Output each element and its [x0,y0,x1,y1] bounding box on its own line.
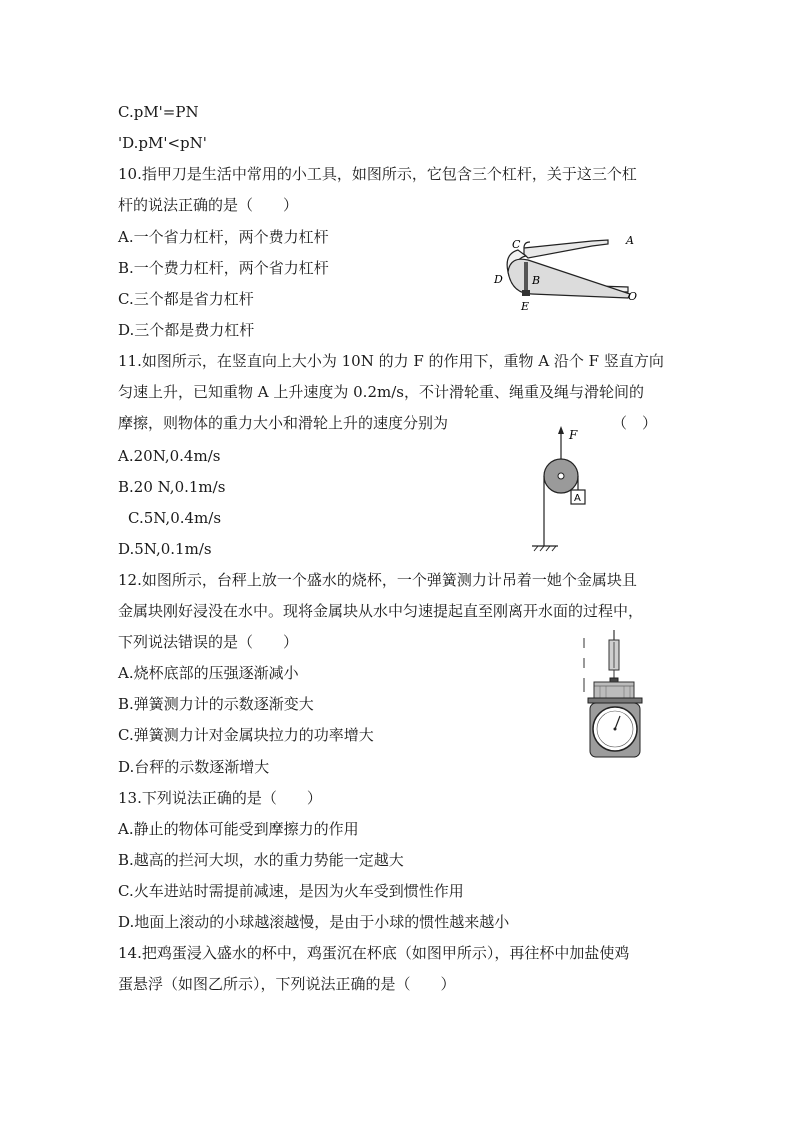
question-10-option-c: C.三个都是省力杠杆 [118,290,254,308]
question-12-option-c: C.弹簧测力计对金属块拉力的功率增大 [118,726,374,744]
question-11-option-d: D.5N,0.1m/s [118,540,212,558]
label-a: A [626,234,634,247]
label-o: O [628,290,638,303]
option-line: 'D.pM'<pN' [118,134,207,152]
label-c: C [512,238,521,251]
question-12-stem: 12.如图所示，台秤上放一个盛水的烧杯，一个弹簧测力计吊着一她个金属块且 [118,571,637,589]
question-11-option-a: A.20N,0.4m/s [118,447,221,465]
question-11-stem: 11.如图所示，在竖直向上大小为 10N 的力 F 的作用下，重物 A 沿个 F 竖直方向 [118,352,664,370]
question-14-stem: 14.把鸡蛋浸入盛水的杯中，鸡蛋沉在杯底（如图甲所示），再往杯中加盐使鸡 [118,944,630,962]
label-f: F [569,428,578,442]
question-13-option-a: A.静止的物体可能受到摩擦力的作用 [118,820,359,838]
question-10-option-d: D.三个都是费力杠杆 [118,321,255,339]
pulley-figure [528,424,598,554]
question-10-option-a: A.一个省力杠杆，两个费力杠杆 [118,228,329,246]
question-11-answer-paren: （ ） [612,414,658,432]
label-b: B [532,274,541,287]
scale-figure [578,628,658,760]
question-13-option-c: C.火车进站时需提前减速，是因为火车受到惯性作用 [118,882,464,900]
question-12-stem: 金属块刚好浸没在水中。现将金属块从水中匀速提起直至刚离开水面的过程中， [118,602,644,620]
question-13-option-d: D.地面上滚动的小球越滚越慢，是由于小球的惯性越来越小 [118,913,510,931]
question-10-stem: 杆的说法正确的是（ ） [118,196,299,214]
question-11-stem: 匀速上升，已知重物 A 上升速度为 0.2m/s，不计滑轮重、绳重及绳与滑轮间的 [118,383,644,401]
question-12-option-d: D.台秤的示数逐渐增大 [118,758,270,776]
question-12-stem: 下列说法错误的是（ ） [118,633,299,651]
question-11-option-c: C.5N,0.4m/s [128,509,222,527]
question-13-option-b: B.越高的拦河大坝，水的重力势能一定越大 [118,851,404,869]
question-10-stem: 10.指甲刀是生活中常用的小工具，如图所示，它包含三个杠杆，关于这三个杠 [118,165,637,183]
question-13-stem: 13.下列说法正确的是（ ） [118,789,322,807]
question-10-option-b: B.一个费力杠杆，两个省力杠杆 [118,259,329,277]
label-e: E [521,300,530,313]
question-11-stem: 摩擦，则物体的重力大小和滑轮上升的速度分别为 [118,414,449,432]
question-12-option-a: A.烧杯底部的压强逐渐减小 [118,664,299,682]
question-11-option-b: B.20 N,0.1m/s [118,478,226,496]
label-block-a: A [574,493,581,504]
label-d: D [494,273,503,286]
question-14-stem: 蛋悬浮（如图乙所示），下列说法正确的是（ ） [118,975,456,993]
nail-clipper-figure [488,232,644,316]
question-12-option-b: B.弹簧测力计的示数逐渐变大 [118,695,314,713]
option-line: C.pM'=PN [118,103,199,121]
